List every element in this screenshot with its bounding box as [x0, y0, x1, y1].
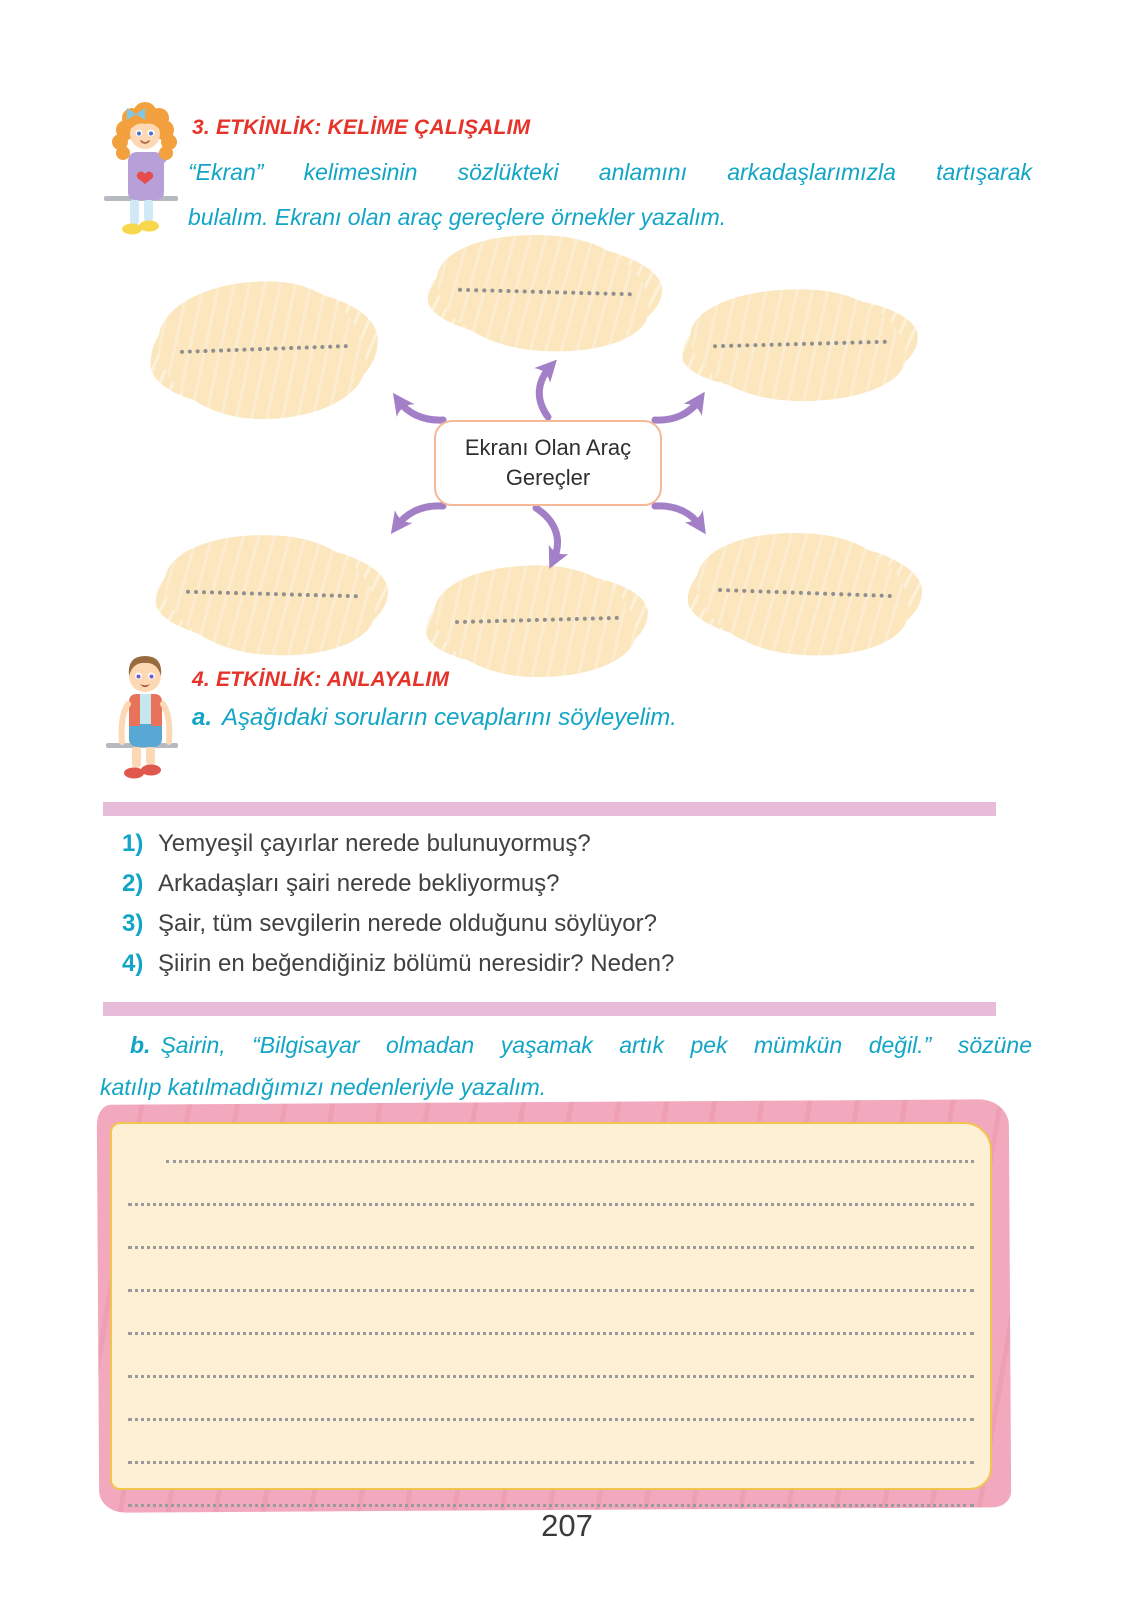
- diagram-blank-dotted-line[interactable]: [458, 288, 631, 297]
- girl-character-illustration: [102, 100, 188, 240]
- diagram-blank-dotted-line[interactable]: [180, 344, 349, 354]
- activity3-instruction-line1: “Ekran” kelimesinin sözlükteki anlamını arkadaşlarımızla tartışarak: [188, 159, 1032, 185]
- diagram-blank-dotted-line[interactable]: [718, 588, 891, 598]
- answer-line[interactable]: [128, 1335, 974, 1378]
- part-a-text: Aşağıdaki soruların cevaplarını söyleyelim.: [222, 704, 677, 731]
- diagram-blank-dotted-line[interactable]: [713, 340, 888, 349]
- diagram-blank-dotted-line[interactable]: [455, 616, 619, 624]
- page-number: 207: [541, 1508, 593, 1543]
- activity4-part-b-instruction: [100, 1024, 1032, 1108]
- question-text: Şiirin en beğendiğiniz bölümü neresidir? Neden?: [158, 950, 675, 977]
- part-b-label: b.: [130, 1032, 151, 1058]
- activity4-heading: 4. ETKİNLİK: ANLAYALIM: [192, 668, 450, 691]
- question-row-1: [122, 824, 674, 864]
- answer-line[interactable]: [128, 1378, 974, 1421]
- question-number: 4): [122, 950, 144, 977]
- answer-line[interactable]: [128, 1421, 974, 1464]
- arrow-down-left-icon: [396, 506, 443, 527]
- part-b-line1: [100, 1024, 1032, 1066]
- diagram-blank-bottom-center[interactable]: [425, 569, 649, 671]
- part-b-text-line2: katılıp katılmadığımızı nedenleriyle yazalım.: [100, 1074, 547, 1100]
- answer-line[interactable]: [128, 1464, 974, 1507]
- arrow-up-right-icon: [655, 399, 700, 420]
- answer-line[interactable]: [128, 1206, 974, 1249]
- diagram-blank-top-left[interactable]: [148, 284, 380, 414]
- question-row-4: [122, 944, 674, 984]
- diagram-blank-top-center[interactable]: [427, 239, 664, 345]
- answer-line[interactable]: [128, 1292, 974, 1335]
- section-divider-bottom: [103, 1002, 996, 1016]
- answer-line[interactable]: [128, 1163, 974, 1206]
- part-a-label: a.: [192, 704, 213, 731]
- question-number: 3): [122, 910, 144, 937]
- arrow-up-icon: [539, 366, 551, 417]
- diagram-blank-bottom-left[interactable]: [155, 539, 390, 649]
- answer-line[interactable]: [166, 1124, 974, 1163]
- diagram-blank-dotted-line[interactable]: [186, 590, 358, 598]
- activity3-instruction: [188, 150, 1032, 240]
- boy-character-illustration: [104, 646, 186, 791]
- arrow-down-icon: [536, 508, 558, 561]
- question-text: Şair, tüm sevgilerin nerede olduğunu söylüyor?: [158, 910, 657, 937]
- arrow-down-right-icon: [655, 506, 701, 527]
- question-text: Arkadaşları şairi nerede bekliyormuş?: [158, 870, 560, 897]
- activity3-heading: 3. ETKİNLİK: KELİME ÇALIŞALIM: [192, 116, 531, 139]
- question-text: Yemyeşil çayırlar nerede bulunuyormuş?: [158, 830, 591, 857]
- question-number: 1): [122, 830, 144, 857]
- answer-line[interactable]: [128, 1249, 974, 1292]
- activity4-part-a-instruction: [192, 704, 677, 732]
- activity3-instruction-line2: bulalım. Ekranı olan araç gereçlere örnekler yazalım.: [188, 204, 727, 230]
- question-list: [122, 824, 674, 984]
- question-number: 2): [122, 870, 144, 897]
- section-divider-top: [103, 802, 996, 816]
- question-row-2: [122, 864, 674, 904]
- answer-writing-box[interactable]: [110, 1122, 992, 1490]
- question-row-3: [122, 904, 674, 944]
- arrow-up-left-icon: [398, 400, 443, 420]
- part-b-text-line1: Şairin, “Bilgisayar olmadan yaşamak artık pek mümkün değil.” sözüne: [160, 1032, 1032, 1058]
- diagram-center-box: Ekranı Olan Araç Gereçler: [434, 420, 662, 506]
